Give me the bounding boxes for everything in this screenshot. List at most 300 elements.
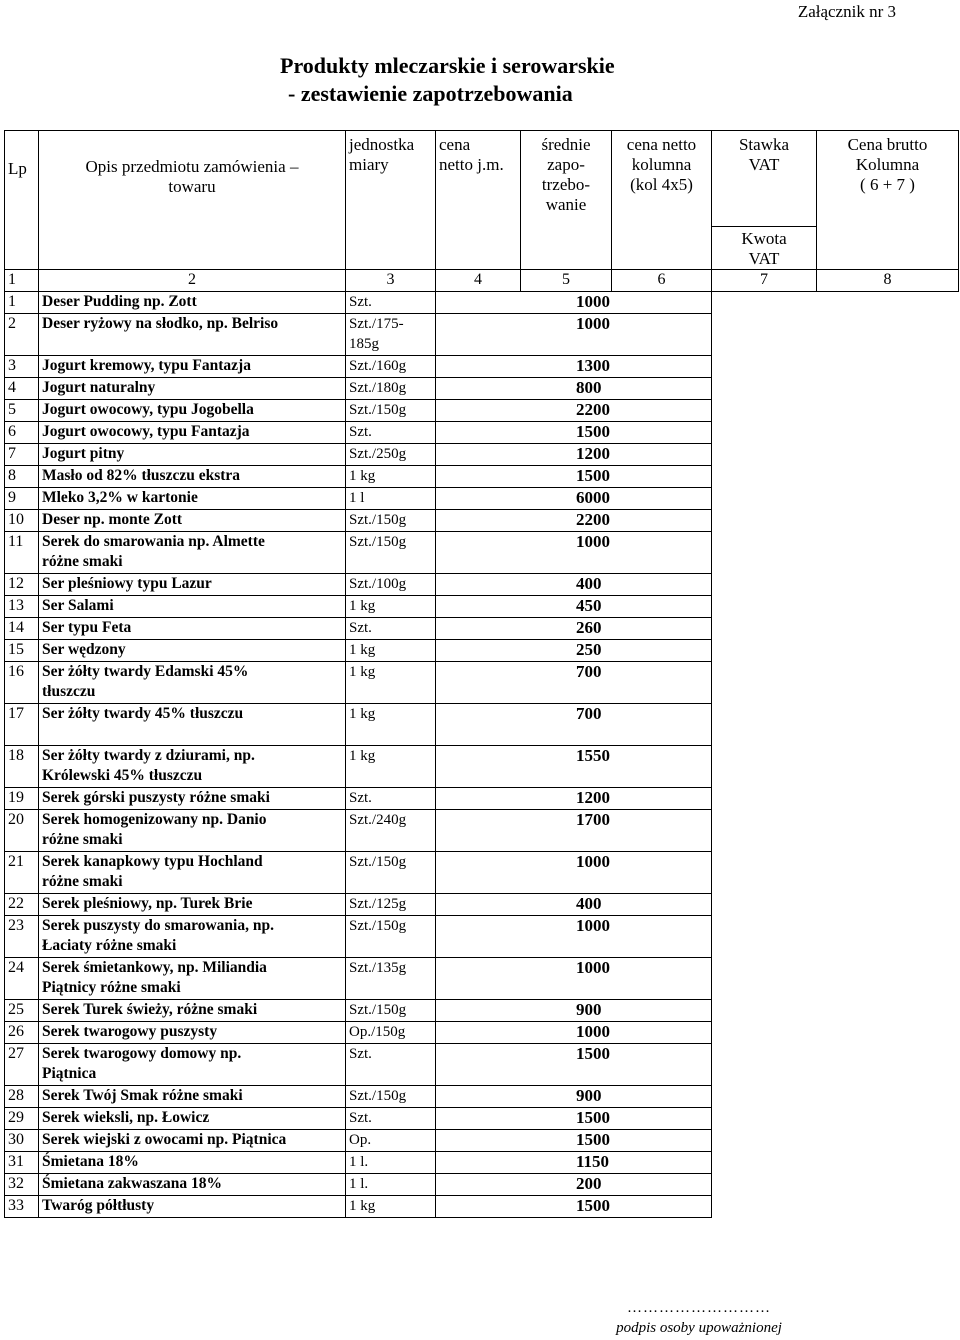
signature-label: podpis osoby upoważnionej (616, 1320, 782, 1336)
row-description (39, 704, 346, 746)
signature-block (584, 1298, 814, 1338)
table-row (5, 916, 959, 958)
table-row (5, 1086, 959, 1108)
row-lp: 9 (5, 488, 39, 510)
row-unit (346, 1022, 436, 1044)
unit-line: Szt./160g (349, 358, 407, 374)
description-line: Serek Turek świeży, różne smaki (42, 1001, 258, 1018)
table-row (5, 1022, 959, 1044)
row-lp: 8 (5, 466, 39, 488)
row-vat-rate (712, 788, 817, 810)
header-net-price: cena netto kolumna (kol 4x5) (612, 131, 712, 270)
row-quantity: 1000 (436, 1022, 712, 1044)
row-lp: 28 (5, 1086, 39, 1108)
row-quantity: 400 (436, 574, 712, 596)
unit-line: 185g (349, 336, 379, 352)
description-line: Serek puszysty do smarowania, np. (42, 917, 274, 934)
row-vat-amount (817, 510, 959, 532)
description-line: Jogurt pitny (42, 445, 125, 462)
description-line: Jogurt owocowy, typu Fantazja (42, 423, 250, 440)
row-vat-rate (712, 1044, 817, 1086)
header-unit: jednostka miary (346, 131, 436, 270)
description-line: Piątnicy różne smaki (42, 979, 181, 996)
row-description (39, 1086, 346, 1108)
row-vat-amount (817, 894, 959, 916)
row-lp: 26 (5, 1022, 39, 1044)
row-vat-amount (817, 1108, 959, 1130)
title-line-2: - zestawienie zapotrzebowania (288, 81, 573, 106)
table-row (5, 1196, 959, 1218)
column-number-row (5, 270, 959, 292)
description-line: Serek Twój Smak różne smaki (42, 1087, 243, 1104)
row-vat-amount (817, 488, 959, 510)
row-vat-amount (817, 400, 959, 422)
row-vat-rate (712, 1196, 817, 1218)
row-description (39, 618, 346, 640)
row-vat-amount (817, 916, 959, 958)
row-quantity: 700 (436, 704, 712, 746)
col-number: 3 (346, 270, 436, 292)
row-description (39, 662, 346, 704)
unit-line: Szt./150g (349, 1088, 407, 1104)
row-quantity: 400 (436, 894, 712, 916)
table-row (5, 746, 959, 788)
row-description (39, 378, 346, 400)
row-vat-rate (712, 378, 817, 400)
row-unit (346, 356, 436, 378)
row-unit (346, 1196, 436, 1218)
row-vat-amount (817, 1130, 959, 1152)
row-quantity: 1500 (436, 422, 712, 444)
row-vat-amount (817, 1000, 959, 1022)
unit-line: Szt./150g (349, 402, 407, 418)
row-unit (346, 400, 436, 422)
row-description (39, 400, 346, 422)
table-row (5, 422, 959, 444)
row-vat-amount (817, 662, 959, 704)
row-vat-amount (817, 574, 959, 596)
table-row (5, 532, 959, 574)
row-lp: 3 (5, 356, 39, 378)
table-row (5, 704, 959, 746)
table-row (5, 466, 959, 488)
row-lp: 23 (5, 916, 39, 958)
row-unit (346, 704, 436, 746)
header-lp: Lp (5, 131, 39, 270)
col-number: 4 (436, 270, 521, 292)
row-quantity: 1000 (436, 916, 712, 958)
unit-line: Szt. (349, 790, 372, 806)
unit-line: 1 kg (349, 1198, 376, 1214)
signature-line: ……………………… (627, 1300, 771, 1316)
table-row (5, 810, 959, 852)
row-unit (346, 746, 436, 788)
row-vat-rate (712, 894, 817, 916)
description-line: Ser żółty twardy 45% tłuszczu (42, 705, 244, 722)
row-quantity: 2200 (436, 400, 712, 422)
table-row (5, 314, 959, 356)
table-row (5, 488, 959, 510)
row-quantity: 1500 (436, 1196, 712, 1218)
row-lp: 2 (5, 314, 39, 356)
unit-line: 1 kg (349, 642, 376, 658)
unit-line: Op. (349, 1132, 372, 1148)
row-quantity: 1500 (436, 1130, 712, 1152)
unit-line: Szt. (349, 1046, 372, 1062)
row-vat-rate (712, 1130, 817, 1152)
row-unit (346, 314, 436, 356)
description-line: tłuszczu (42, 683, 96, 700)
row-lp: 1 (5, 292, 39, 314)
row-description (39, 596, 346, 618)
description-line: Deser ryżowy na słodko, np. Belriso (42, 315, 279, 332)
row-quantity: 1200 (436, 788, 712, 810)
row-vat-rate (712, 916, 817, 958)
row-description (39, 1000, 346, 1022)
row-unit (346, 292, 436, 314)
row-vat-amount (817, 422, 959, 444)
row-quantity: 6000 (436, 488, 712, 510)
description-line: Serek kanapkowy typu Hochland (42, 853, 263, 870)
unit-line: Szt./150g (349, 534, 407, 550)
row-description (39, 852, 346, 894)
row-quantity: 1000 (436, 314, 712, 356)
row-vat-amount (817, 788, 959, 810)
row-description (39, 574, 346, 596)
row-vat-rate (712, 958, 817, 1000)
annex-label: Załącznik nr 3 (797, 2, 896, 21)
row-unit (346, 852, 436, 894)
description-line: Ser żółty twardy z dziurami, np. (42, 747, 255, 764)
description-line: Serek twarogowy puszysty (42, 1023, 218, 1040)
row-unit (346, 662, 436, 704)
row-description (39, 1130, 346, 1152)
row-unit (346, 788, 436, 810)
table-row (5, 640, 959, 662)
header-gross-price: Cena brutto Kolumna ( 6 + 7 ) (817, 131, 959, 270)
row-quantity: 1000 (436, 532, 712, 574)
row-vat-rate (712, 1000, 817, 1022)
row-description (39, 314, 346, 356)
row-vat-rate (712, 400, 817, 422)
unit-line: 1 kg (349, 468, 376, 484)
unit-line: 1 kg (349, 664, 376, 680)
table-row (5, 378, 959, 400)
row-vat-amount (817, 810, 959, 852)
row-vat-rate (712, 1108, 817, 1130)
description-line: Deser Pudding np. Zott (42, 293, 197, 310)
row-description (39, 488, 346, 510)
row-description (39, 958, 346, 1000)
row-quantity: 1700 (436, 810, 712, 852)
table-row (5, 574, 959, 596)
row-vat-amount (817, 356, 959, 378)
row-unit (346, 1130, 436, 1152)
table-row (5, 788, 959, 810)
row-vat-rate (712, 662, 817, 704)
description-line: Ser żółty twardy Edamski 45% (42, 663, 249, 680)
row-description (39, 1022, 346, 1044)
row-lp: 21 (5, 852, 39, 894)
row-lp: 7 (5, 444, 39, 466)
row-lp: 18 (5, 746, 39, 788)
row-quantity: 800 (436, 378, 712, 400)
table-row (5, 1152, 959, 1174)
row-lp: 15 (5, 640, 39, 662)
description-line: Śmietana zakwaszana 18% (42, 1175, 222, 1192)
row-vat-rate (712, 1022, 817, 1044)
row-vat-rate (712, 444, 817, 466)
table-row (5, 1000, 959, 1022)
row-vat-rate (712, 356, 817, 378)
unit-line: Szt./150g (349, 512, 407, 528)
table-row (5, 1174, 959, 1196)
row-description (39, 894, 346, 916)
row-vat-rate (712, 488, 817, 510)
row-quantity: 450 (436, 596, 712, 618)
row-unit (346, 1174, 436, 1196)
header-description: Opis przedmiotu zamówienia – towaru (39, 131, 346, 270)
row-vat-amount (817, 640, 959, 662)
col-number: 8 (817, 270, 959, 292)
title-line-1: Produkty mleczarskie i serowarskie (280, 53, 615, 78)
document-title (280, 52, 680, 108)
row-vat-rate (712, 422, 817, 444)
row-quantity: 1500 (436, 466, 712, 488)
col-number: 6 (612, 270, 712, 292)
row-vat-amount (817, 292, 959, 314)
row-unit (346, 894, 436, 916)
row-unit (346, 1152, 436, 1174)
row-quantity: 1500 (436, 1044, 712, 1086)
unit-line: Szt./150g (349, 918, 407, 934)
unit-line: 1 kg (349, 748, 376, 764)
unit-line: 1 kg (349, 598, 376, 614)
unit-line: Szt./135g (349, 960, 407, 976)
row-lp: 27 (5, 1044, 39, 1086)
row-vat-amount (817, 852, 959, 894)
table-row (5, 1130, 959, 1152)
description-line: Ser Salami (42, 597, 114, 614)
unit-line: Op./150g (349, 1024, 406, 1040)
row-description (39, 292, 346, 314)
row-quantity: 1000 (436, 852, 712, 894)
description-line: Serek twarogowy domowy np. (42, 1045, 242, 1062)
row-unit (346, 422, 436, 444)
row-lp: 12 (5, 574, 39, 596)
row-vat-amount (817, 1044, 959, 1086)
row-vat-amount (817, 532, 959, 574)
description-line: Serek wieksli, np. Łowicz (42, 1109, 210, 1126)
header-unit-net-price: cena netto j.m. (436, 131, 521, 270)
row-description (39, 1108, 346, 1130)
row-vat-rate (712, 852, 817, 894)
unit-line: Szt. (349, 1110, 372, 1126)
row-vat-amount (817, 444, 959, 466)
row-vat-rate (712, 574, 817, 596)
row-description (39, 1152, 346, 1174)
table-row (5, 1044, 959, 1086)
row-description (39, 1174, 346, 1196)
unit-line: 1 l. (349, 1154, 369, 1170)
description-line: Ser typu Feta (42, 619, 132, 636)
table-row (5, 400, 959, 422)
row-quantity: 200 (436, 1174, 712, 1196)
requirements-table (4, 130, 959, 1218)
unit-line: 1 l. (349, 1176, 369, 1192)
description-line: różne smaki (42, 553, 123, 570)
row-lp: 32 (5, 1174, 39, 1196)
table-row (5, 510, 959, 532)
row-lp: 13 (5, 596, 39, 618)
row-vat-rate (712, 618, 817, 640)
row-vat-amount (817, 466, 959, 488)
row-lp: 24 (5, 958, 39, 1000)
row-quantity: 1200 (436, 444, 712, 466)
row-lp: 10 (5, 510, 39, 532)
row-unit (346, 958, 436, 1000)
row-quantity: 900 (436, 1000, 712, 1022)
description-line: Twaróg półtłusty (42, 1197, 155, 1214)
unit-line: Szt. (349, 294, 372, 310)
row-description (39, 1044, 346, 1086)
row-quantity: 1300 (436, 356, 712, 378)
col-number: 1 (5, 270, 39, 292)
description-line: Ser pleśniowy typu Lazur (42, 575, 212, 592)
description-line: różne smaki (42, 831, 123, 848)
row-quantity: 700 (436, 662, 712, 704)
unit-line: 1 kg (349, 706, 376, 722)
row-unit (346, 510, 436, 532)
row-quantity: 260 (436, 618, 712, 640)
row-description (39, 356, 346, 378)
row-vat-rate (712, 1174, 817, 1196)
unit-line: Szt./150g (349, 854, 407, 870)
row-vat-amount (817, 1086, 959, 1108)
row-quantity: 1000 (436, 958, 712, 1000)
row-vat-amount (817, 596, 959, 618)
table-row (5, 1108, 959, 1130)
row-unit (346, 810, 436, 852)
row-vat-amount (817, 314, 959, 356)
description-line: Serek wiejski z owocami np. Piątnica (42, 1131, 287, 1148)
table-row (5, 958, 959, 1000)
description-line: Królewski 45% tłuszczu (42, 767, 203, 784)
row-vat-rate (712, 746, 817, 788)
row-lp: 6 (5, 422, 39, 444)
unit-line: Szt. (349, 424, 372, 440)
description-line: Jogurt owocowy, typu Jogobella (42, 401, 254, 418)
row-unit (346, 596, 436, 618)
row-lp: 17 (5, 704, 39, 746)
row-unit (346, 618, 436, 640)
unit-line: Szt./175- (349, 316, 404, 332)
row-lp: 11 (5, 532, 39, 574)
row-lp: 22 (5, 894, 39, 916)
row-vat-rate (712, 596, 817, 618)
row-quantity: 1550 (436, 746, 712, 788)
row-vat-rate (712, 466, 817, 488)
row-description (39, 810, 346, 852)
row-lp: 16 (5, 662, 39, 704)
description-line: różne smaki (42, 873, 123, 890)
header-vat-amount: Kwota VAT (712, 227, 817, 270)
row-description (39, 532, 346, 574)
description-line: Deser np. monte Zott (42, 511, 183, 528)
description-line: Łaciaty różne smaki (42, 937, 177, 954)
row-unit (346, 640, 436, 662)
row-description (39, 422, 346, 444)
row-vat-rate (712, 810, 817, 852)
description-line: Serek śmietankowy, np. Miliandia (42, 959, 267, 976)
row-description (39, 510, 346, 532)
row-lp: 25 (5, 1000, 39, 1022)
description-line: Serek pleśniowy, np. Turek Brie (42, 895, 253, 912)
unit-line: Szt. (349, 620, 372, 636)
row-description (39, 1196, 346, 1218)
table-row (5, 852, 959, 894)
description-line: Jogurt naturalny (42, 379, 156, 396)
row-quantity: 1150 (436, 1152, 712, 1174)
unit-line: Szt./125g (349, 896, 407, 912)
row-unit (346, 1044, 436, 1086)
unit-line: Szt./240g (349, 812, 407, 828)
row-quantity: 900 (436, 1086, 712, 1108)
row-lp: 31 (5, 1152, 39, 1174)
row-vat-rate (712, 704, 817, 746)
row-unit (346, 532, 436, 574)
description-line: Śmietana 18% (42, 1153, 139, 1170)
unit-line: Szt./150g (349, 1002, 407, 1018)
description-line: Jogurt kremowy, typu Fantazja (42, 357, 251, 374)
row-unit (346, 378, 436, 400)
row-unit (346, 1108, 436, 1130)
unit-line: Szt./250g (349, 446, 407, 462)
row-description (39, 746, 346, 788)
row-vat-amount (817, 1022, 959, 1044)
row-vat-amount (817, 958, 959, 1000)
row-quantity: 2200 (436, 510, 712, 532)
row-description (39, 640, 346, 662)
row-vat-amount (817, 618, 959, 640)
row-lp: 30 (5, 1130, 39, 1152)
row-vat-rate (712, 1152, 817, 1174)
row-vat-rate (712, 314, 817, 356)
row-quantity: 1000 (436, 292, 712, 314)
col-number: 7 (712, 270, 817, 292)
row-description (39, 444, 346, 466)
row-description (39, 916, 346, 958)
table-row (5, 596, 959, 618)
unit-line: Szt./180g (349, 380, 407, 396)
table-row (5, 894, 959, 916)
row-description (39, 788, 346, 810)
row-unit (346, 1000, 436, 1022)
row-vat-rate (712, 510, 817, 532)
row-vat-rate (712, 1086, 817, 1108)
row-unit (346, 444, 436, 466)
table-row (5, 618, 959, 640)
row-vat-amount (817, 704, 959, 746)
row-unit (346, 574, 436, 596)
table-row (5, 356, 959, 378)
table-row (5, 444, 959, 466)
description-line: Masło od 82% tłuszczu ekstra (42, 467, 241, 484)
row-vat-amount (817, 746, 959, 788)
description-line: Serek górski puszysty różne smaki (42, 789, 270, 806)
row-vat-amount (817, 1152, 959, 1174)
description-line: Serek do smarowania np. Almette (42, 533, 265, 550)
